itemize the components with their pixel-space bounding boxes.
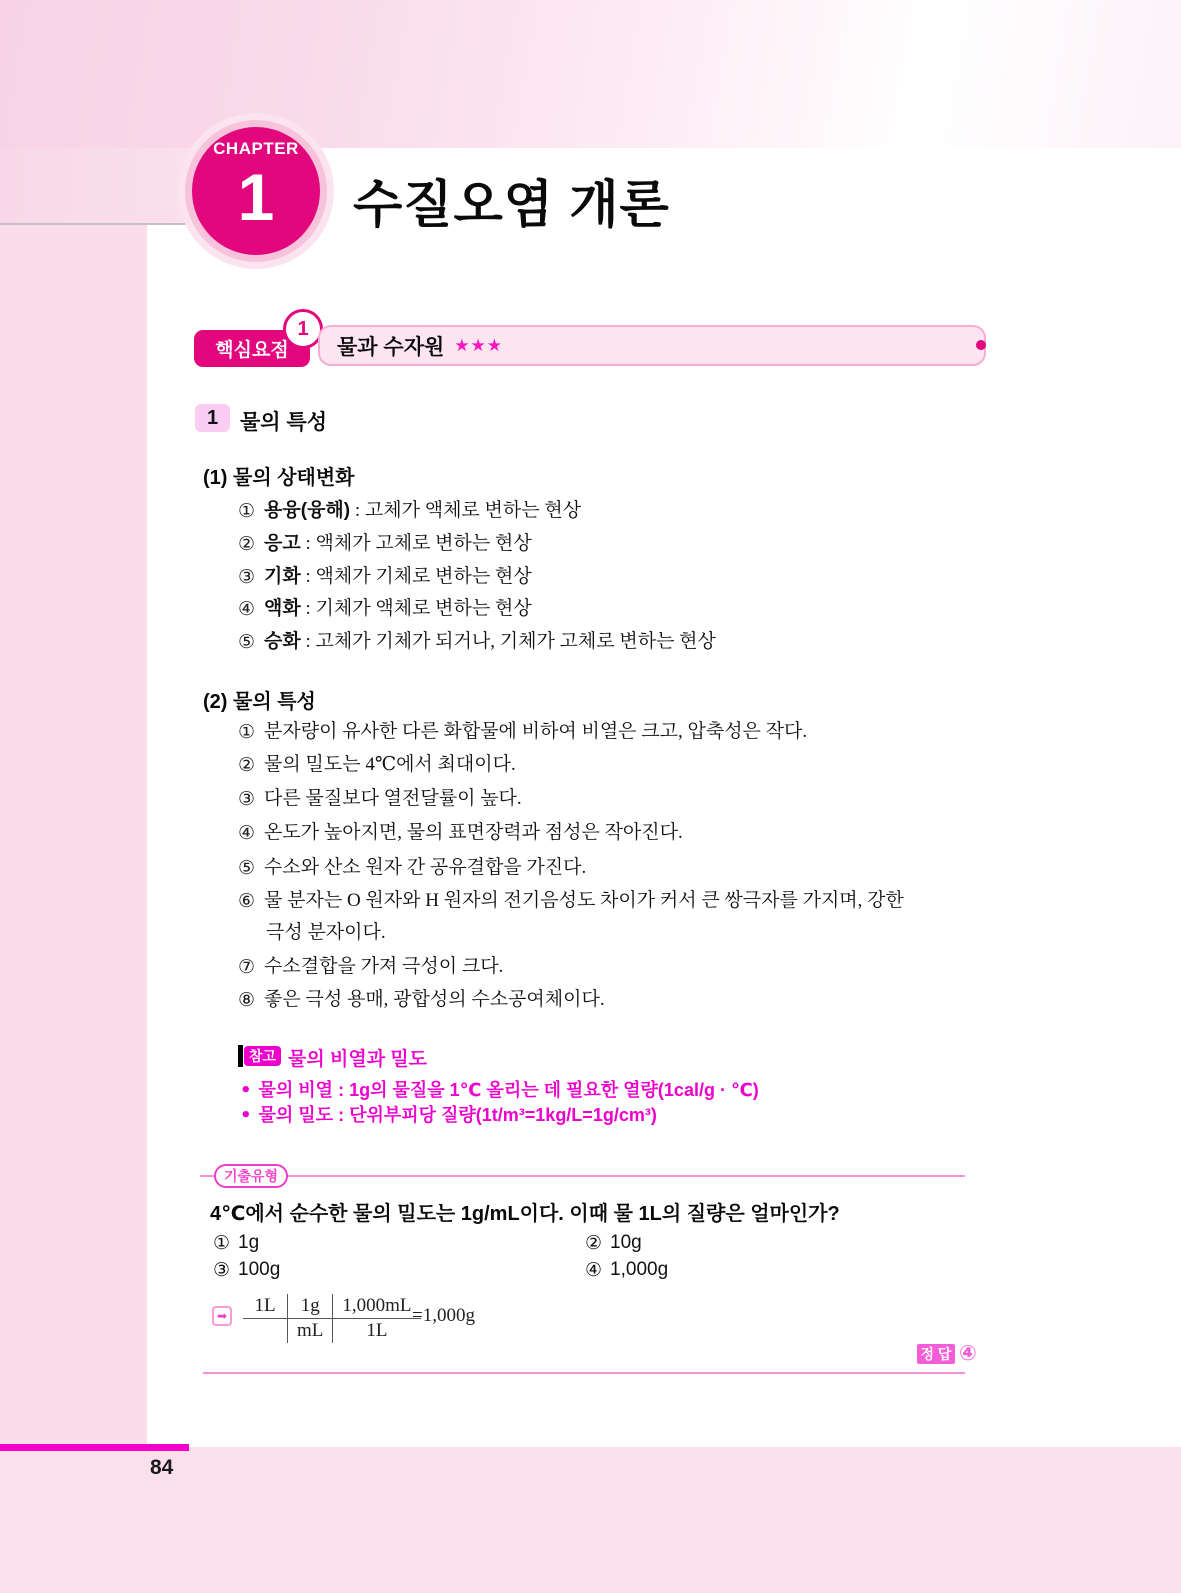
choice-2 [585,1232,642,1254]
list-item [238,822,683,844]
formula-cell: 1,000mL [332,1294,420,1319]
left-pink-sidebar [0,225,147,1445]
item-desc: 고체가 액체로 변하는 현상 [364,500,582,521]
separator: : [300,566,316,587]
note-black-bar [238,1045,243,1067]
item-term: 용융(융해) [264,500,351,521]
item-desc: 액체가 고체로 변하는 현상 [315,533,532,554]
choice-4 [585,1259,668,1281]
separator: : [300,631,316,652]
bullet-text: 물의 밀도 : 단위부피당 질량(1t/m³=1kg/L=1g/cm³) [258,1105,657,1125]
arrow-glyph: ➡ [216,1309,228,1323]
formula-result: =1,000g [412,1305,475,1326]
choice-number: ① [213,1232,231,1254]
exam-bottom-line [203,1372,965,1374]
choice-1 [213,1232,259,1254]
item-number: ② [238,533,256,555]
chapter-title: 수질오염 개론 [353,176,670,233]
note-bullet [240,1080,759,1101]
note-bullet [240,1105,657,1126]
item-term: 액화 [264,598,301,619]
list-item [238,533,532,555]
item-number: ⑤ [238,857,256,879]
bullet-icon: • [240,1105,252,1126]
choice-label: 1,000g [610,1259,669,1280]
exam-question: 4℃에서 순수한 물의 밀도는 1g/mL이다. 이때 물 1L의 질량은 얼마인가? [210,1203,840,1225]
list-item [238,631,716,653]
topic-title-box [318,325,986,366]
answer-number: ④ [959,1341,977,1365]
separator: : [300,598,316,619]
topic-box-dot [976,340,986,350]
item-text: 극성 분자이다. [266,922,386,943]
formula-cell: 1L [243,1294,287,1319]
item-text: 분자량이 유사한 다른 화합물에 비하여 비열은 크고, 압축성은 작다. [264,721,808,742]
topic-title: 물과 수자원 [337,335,445,359]
separator: : [350,500,365,521]
part2-heading: (2) 물의 특성 [203,691,316,713]
list-item [238,500,581,522]
answer-badge: 정 답 [917,1344,955,1364]
item-number: ⑧ [238,989,256,1011]
item-number: ③ [238,566,256,588]
bullet-icon: • [240,1080,252,1101]
choice-label: 100g [238,1259,281,1280]
item-text: 온도가 높아지면, 물의 표면장력과 점성은 작아진다. [264,822,683,843]
formula-cell: mL [287,1319,332,1343]
top-gradient-band [0,0,1181,148]
item-desc: 액체가 기체로 변하는 현상 [315,566,532,587]
note-badge: 참고 [244,1046,281,1066]
item-number: ④ [238,822,256,844]
item-number: ④ [238,598,256,620]
choice-label: 1g [238,1232,260,1253]
section-title: 물의 특성 [240,411,327,434]
item-number: ② [238,754,256,776]
part1-heading: (1) 물의 상태변화 [203,467,355,489]
keypoint-number-circle: 1 [283,309,323,349]
solution-arrow-icon [212,1306,232,1326]
item-number: ① [238,500,256,522]
list-item [238,989,605,1011]
formula-cell: 1L [332,1319,420,1343]
chapter-number: 1 [237,160,275,234]
item-desc: 기체가 액체로 변하는 현상 [315,598,532,619]
bottom-pink-band [0,1447,1181,1593]
item-number: ③ [238,788,256,810]
list-item [238,598,532,620]
item-desc: 고체가 기체가 되거나, 기체가 고체로 변하는 현상 [315,631,716,652]
section-number-badge: 1 [195,404,230,432]
item-term: 승화 [264,631,301,652]
formula-cell: 1g [287,1294,332,1319]
item-number: ⑥ [238,890,256,912]
item-text: 수소결합을 가져 극성이 크다. [264,956,504,977]
exam-type-badge: 기출유형 [214,1164,288,1188]
item-term: 응고 [264,533,301,554]
list-item [238,721,807,743]
footer-magenta-bar [0,1444,189,1451]
list-item [238,754,516,776]
unit-conversion-table [243,1294,421,1343]
item-number: ⑤ [238,631,256,653]
page-number: 84 [150,1456,174,1479]
choice-number: ② [585,1232,603,1254]
item-text: 물의 밀도는 4℃에서 최대이다. [264,754,516,775]
choice-label: 10g [610,1232,642,1253]
chapter-label: CHAPTER [213,139,299,158]
note-title: 물의 비열과 밀도 [288,1049,428,1070]
item-text: 다른 물질보다 열전달률이 높다. [264,788,522,809]
list-item [238,956,503,978]
bullet-text: 물의 비열 : 1g의 물질을 1℃ 올리는 데 필요한 열량(1cal/g · ℃) [258,1080,759,1100]
chapter-badge [192,127,320,255]
item-term: 기화 [264,566,301,587]
list-item-continuation [266,922,386,944]
list-item [238,788,522,810]
choice-number: ④ [585,1259,603,1281]
list-item [238,566,532,588]
list-item [238,857,586,879]
item-number: ① [238,721,256,743]
choice-number: ③ [213,1259,231,1281]
formula-cell [243,1319,287,1343]
choice-3 [213,1259,280,1281]
topic-stars: ★★★ [454,335,503,356]
item-number: ⑦ [238,956,256,978]
exam-top-line [200,1175,965,1177]
keypoint-badge: 핵심요점 [194,330,310,367]
list-item [238,890,904,912]
item-text: 물 분자는 O 원자와 H 원자의 전기음성도 차이가 커서 큰 쌍극자를 가지며, 강한 [264,890,904,911]
item-text: 좋은 극성 용매, 광합성의 수소공여체이다. [264,989,605,1010]
separator: : [300,533,316,554]
item-text: 수소와 산소 원자 간 공유결합을 가진다. [264,857,587,878]
